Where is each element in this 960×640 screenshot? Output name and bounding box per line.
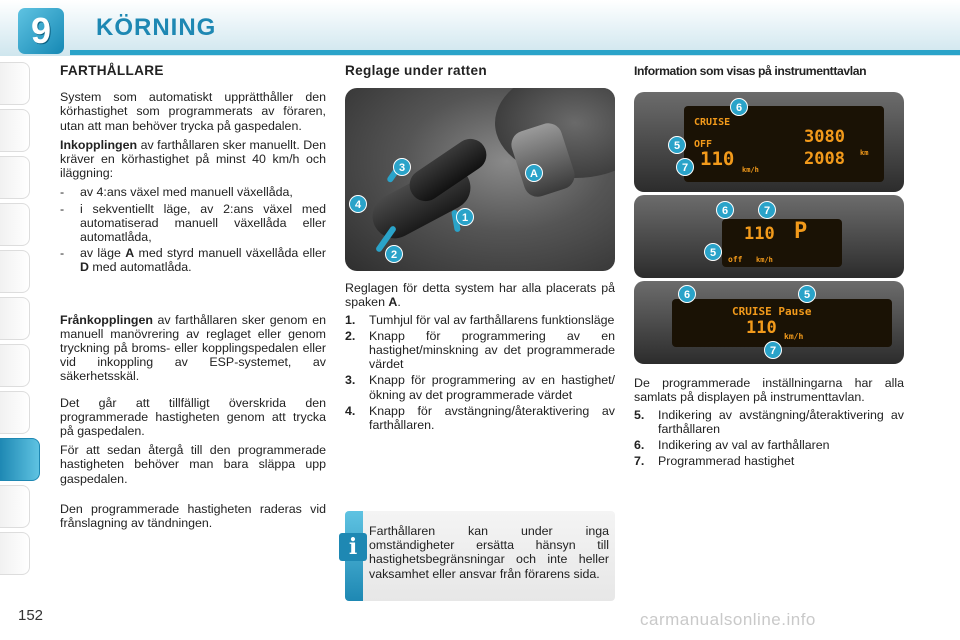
callout-6: 6 bbox=[730, 98, 748, 116]
chapter-tab-8[interactable] bbox=[0, 391, 30, 434]
callout-6: 6 bbox=[716, 201, 734, 219]
chapter-tab-9-active[interactable] bbox=[0, 438, 40, 481]
column-instrument-info bbox=[634, 64, 904, 470]
disengage-text: av farthållaren sker genom en manuell manövrering av reglaget eller genom tryckning på broms- eller kopplingspedalen eller vid inkoppling av ESP-systemet, av säkerhetsskäl. bbox=[60, 312, 326, 384]
section-title-controls: Reglage under ratten bbox=[345, 63, 487, 78]
list-item: 2. Knapp för programmering av en hastighet/minskning av det programmerade värdet bbox=[345, 328, 615, 372]
list-item: - av 4:ans växel med manuell växellåda, bbox=[60, 185, 293, 200]
chapter-title: KÖRNING bbox=[96, 14, 217, 41]
lcd-speed: 110 bbox=[700, 148, 735, 171]
lcd-speed: 110 bbox=[746, 318, 777, 339]
controls-intro: Reglagen för detta system har alla placerats på spaken A. bbox=[345, 281, 615, 310]
instrument-display-1 bbox=[634, 92, 904, 192]
chapter-tab-4[interactable] bbox=[0, 203, 30, 246]
list-item: - av läge A med styrd manuell växellåda eller D med automatlåda. bbox=[60, 246, 326, 275]
callout-5: 5 bbox=[704, 243, 722, 261]
header-line bbox=[70, 50, 960, 55]
steering-lever-photo bbox=[345, 88, 615, 271]
instrument-display-3 bbox=[634, 281, 904, 364]
callout-3: 3 bbox=[393, 158, 411, 176]
callout-5: 5 bbox=[668, 136, 686, 154]
list-item: 3. Knapp för programmering av en hastighet/ökning av det programmerade värdet bbox=[345, 373, 615, 402]
info-text: Farthållaren kan under inga omständigheter ersätta hänsyn till hastighetsbegränsningar och inte heller vaksamhet eller ansvar från förarens sida. bbox=[369, 524, 609, 581]
intro-paragraph: System som automatiskt upprätthåller den körhastighet som programmerats av föraren, utan att man behöver trycka på gaspedalen. bbox=[60, 90, 326, 133]
instrument-intro: De programmerade inställningarna har alla samlats på displayen på instrumenttavlan. bbox=[634, 376, 904, 405]
callout-7: 7 bbox=[676, 158, 694, 176]
callout-5: 5 bbox=[798, 285, 816, 303]
chapter-tab-6[interactable] bbox=[0, 297, 30, 340]
lcd-odometer-2: 2008 bbox=[804, 149, 845, 170]
page-number: 152 bbox=[18, 607, 44, 624]
lcd-off-label: OFF bbox=[694, 139, 713, 151]
callout-7: 7 bbox=[764, 341, 782, 359]
info-box bbox=[345, 511, 615, 601]
chapter-tab-7[interactable] bbox=[0, 344, 30, 387]
chapter-tab-10[interactable] bbox=[0, 485, 30, 528]
section-title-cruise-control: FARTHÅLLARE bbox=[60, 63, 164, 78]
lcd-cruise-pause: CRUISE Pause bbox=[732, 305, 812, 319]
exceed-paragraph: Det går att tillfälligt överskrida den programmerade hastigheten genom att trycka på gaspedalen. bbox=[60, 395, 326, 439]
lcd-speed-unit: km/h bbox=[784, 332, 804, 342]
chapter-tab-1[interactable] bbox=[0, 62, 30, 105]
lcd-off-label: off bbox=[728, 255, 743, 265]
engage-text: av farthållaren sker manuellt. Den kräver en körhastighet på minst 40 km/h och iläggning: bbox=[60, 137, 326, 181]
chapter-number-badge: 9 bbox=[18, 8, 64, 54]
cleared-paragraph: Den programmerade hastigheten raderas vid frånslagning av tändningen. bbox=[60, 501, 326, 531]
section-title-instrument-info: Information som visas på instrumenttavlan bbox=[634, 64, 867, 78]
chapter-tab-11[interactable] bbox=[0, 532, 30, 575]
lcd-gear: P bbox=[794, 219, 808, 245]
callout-a: A bbox=[525, 164, 543, 182]
engage-label: Inkopplingen bbox=[60, 137, 138, 152]
lcd-odometer-unit: km bbox=[860, 149, 869, 158]
callout-6: 6 bbox=[678, 285, 696, 303]
column-controls bbox=[345, 64, 615, 434]
chapter-tabs bbox=[0, 62, 34, 579]
list-item: 4. Knapp för avstängning/återaktivering av farthållaren. bbox=[345, 403, 615, 433]
disengage-label: Frånkopplingen bbox=[60, 312, 153, 327]
list-item: - i sekventiellt läge, av 2:ans växel med automatiserad manuell växellåda eller automatlåda, bbox=[60, 201, 326, 245]
lcd-speed-unit: km/h bbox=[756, 256, 773, 265]
chapter-tab-2[interactable] bbox=[0, 109, 30, 152]
disengage-paragraph bbox=[60, 313, 326, 384]
chapter-tab-5[interactable] bbox=[0, 250, 30, 293]
watermark: carmanualsonline.info bbox=[640, 610, 816, 629]
lcd-cruise-label: CRUISE bbox=[694, 117, 731, 129]
lcd-speed-unit: km/h bbox=[742, 166, 759, 175]
info-icon: i bbox=[339, 533, 367, 561]
lcd-odometer-1: 3080 bbox=[804, 127, 845, 148]
callout-7: 7 bbox=[758, 201, 776, 219]
callout-4: 4 bbox=[349, 195, 367, 213]
list-item: 6. Indikering av val av farthållaren bbox=[634, 438, 830, 453]
list-item: 1. Tumhjul för val av farthållarens funktionsläge bbox=[345, 312, 615, 327]
callout-2: 2 bbox=[385, 245, 403, 263]
engage-paragraph bbox=[60, 138, 326, 181]
list-item: 5. Indikering av avstängning/återaktivering av farthållaren bbox=[634, 407, 904, 436]
callout-1: 1 bbox=[456, 208, 474, 226]
list-item: 7. Programmerad hastighet bbox=[634, 454, 795, 469]
column-cruise-control bbox=[60, 64, 326, 535]
return-paragraph: För att sedan återgå till den programmerade hastigheten behöver man bara släppa upp gaspedalen. bbox=[60, 443, 326, 486]
instrument-display-2 bbox=[634, 195, 904, 278]
chapter-tab-3[interactable] bbox=[0, 156, 30, 199]
lcd-speed: 110 bbox=[744, 224, 775, 245]
